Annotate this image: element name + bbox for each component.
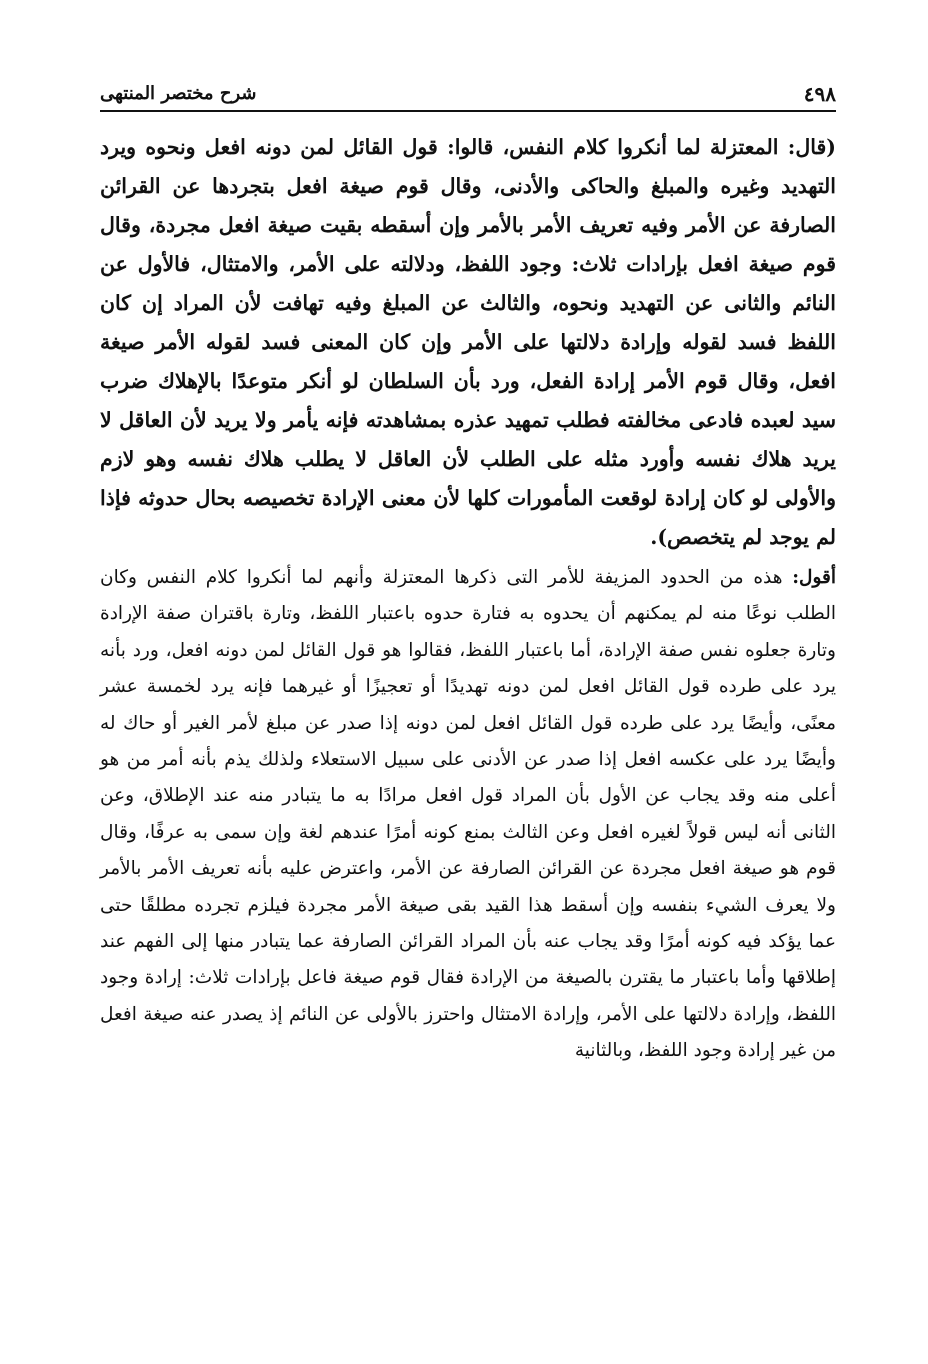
- sharh-lead-word: أقول:: [792, 567, 836, 588]
- page-number: ٤٩٨: [803, 82, 836, 106]
- sharh-body: [100, 560, 836, 1070]
- sharh-paragraph: [100, 560, 836, 1070]
- matn-paragraph: [100, 128, 836, 557]
- sharh-text: هذه من الحدود المزيفة للأمر التى ذكرها المعتزلة وأنهم لما أنكروا كلام النفس وكان الطلب نوعًا منه لم يمكنهم أن يحدوه به فتارة حدوه باعتبار اللفظ، وتارة باقتران صفة الإرادة وتارة جعلوه نفس صفة الإرادة، أما باعتبار اللفظ، فقالوا هو قول القائل لمن دونه افعل، ورد بأنه يرد على طرده قول القائل افعل لمن دونه تهديدًا أو تعجيزًا أو غيرهما فإنه يرد لخمسة عشر معنًى، وأيضًا يرد على طرده قول القائل افعل لمن دونه إذا صدر عن مبلغ لأمر الغير أو حاك له وأيضًا يرد على عكسه افعل إذا صدر عن الأدنى على سبيل الاستعلاء ولذلك يذم بأنه أمر من هو أعلى منه وقد يجاب عن الأول بأن المراد قول افعل مرادًا به ما يتبادر منه عند الإطلاق، وعن الثانى أنه ليس قولاً لغيره افعل وعن الثالث بمنع كونه أمرًا عندهم لغة وإن سمى به عرفًا، وقال قوم هو صيغة افعل مجردة عن القرائن الصارفة عن الأمر، واعترض عليه بأنه تعريف الأمر بالأمر ولا يعرف الشيء بنفسه وإن أسقط هذا القيد بقى صيغة الأمر مجردة فيلزم تجرده مطلقًا حتى عما يؤكد فيه كونه أمرًا وقد يجاب عنه بأن المراد القرائن الصارفة عما يتبادر منها إلى الفهم عند إطلاقها وأما باعتبار ما يقترن بالصيغة من الإرادة فقال قوم صيغة فاعل بإرادات ثلاث: إرادة وجود اللفظ، وإرادة دلالتها على الأمر، وإرادة الامتثال واحترز بالأولى عن النائم إذ يصدر عنه صيغة افعل من غير إرادة وجود اللفظ، وبالثانية: [100, 567, 836, 1062]
- matn-text: (قال: المعتزلة لما أنكروا كلام النفس، قالوا: قول القائل لمن دونه افعل ونحوه ويرد التهديد وغيره والمبلغ والحاكى والأدنى، وقال قوم صيغة افعل بتجردها عن القرائن الصارفة عن الأمر وفيه تعريف الأمر بالأمر وإن أسقطه بقيت صيغة افعل مجردة، وقال قوم صيغة افعل بإرادات ثلاث: وجود اللفظ، ودلالته على الأمر، والامتثال، فالأول عن النائم والثانى عن التهديد ونحوه، والثالث عن المبلغ وفيه تهافت لأن المراد إن كان اللفظ فسد لقوله وإرادة دلالتها على الأمر وإن كان المعنى فسد لقوله الأمر صيغة افعل، وقال قوم الأمر إرادة الفعل، ورد بأن السلطان لو أنكر متوعدًا بالإهلاك ضرب سيد لعبده فادعى مخالفته فطلب تمهيد عذره بمشاهدته فإنه يأمر ولا يريد لأن العاقل لا يريد هلاك نفسه وأورد مثله على الطلب لأن العاقل لا يطلب هلاك نفسه وهو لازم والأولى لو كان إرادة لوقعت المأمورات كلها لأن معنى الإرادة تخصيصه بحال حدوثه فإذا لم يوجد لم يتخصص).: [100, 135, 836, 549]
- book-page: [100, 70, 836, 1340]
- running-header: [100, 70, 836, 112]
- book-title: شرح مختصر المنتهى: [100, 83, 257, 104]
